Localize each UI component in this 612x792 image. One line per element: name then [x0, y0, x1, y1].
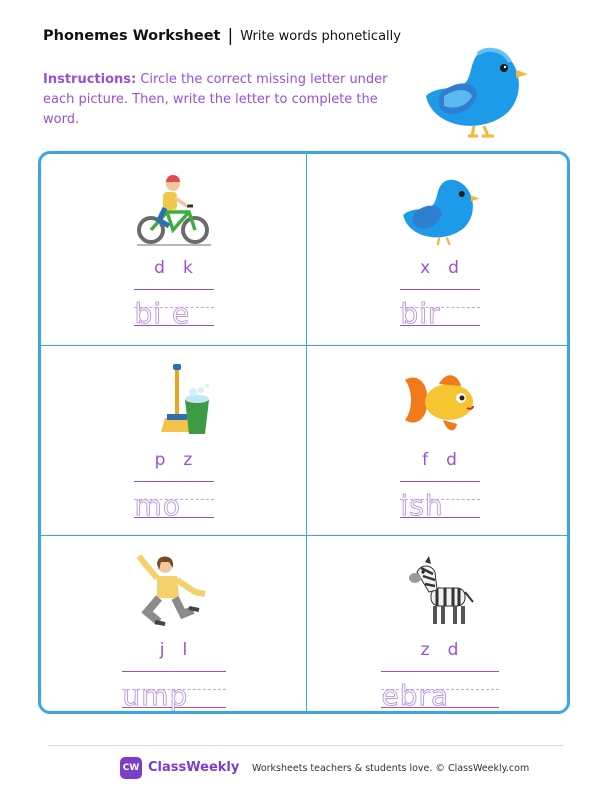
tracing-line[interactable] [381, 671, 499, 711]
footer-divider [48, 745, 564, 746]
exercise-cell [307, 536, 570, 714]
goldfish-icon [395, 362, 485, 440]
zebra-icon [395, 552, 485, 630]
letter-choice[interactable]: p [154, 450, 166, 470]
instructions-label: Instructions: [43, 72, 137, 87]
footer [0, 757, 612, 781]
letter-choices [307, 640, 570, 660]
letter-choice[interactable]: d [154, 258, 165, 278]
jumping-person-icon [129, 552, 219, 630]
instructions [43, 70, 403, 130]
letter-choice[interactable]: f [422, 450, 429, 470]
trace-word: bir [400, 297, 441, 330]
brand-name: ClassWeekly [148, 760, 240, 775]
letter-choice[interactable]: z [183, 450, 193, 470]
letter-choices [41, 258, 306, 278]
tracing-line[interactable] [400, 481, 480, 521]
worksheet-header [43, 28, 401, 44]
trace-word: ish [400, 489, 444, 522]
mop-bucket-icon [129, 362, 219, 440]
letter-choice[interactable]: j [159, 640, 165, 660]
bluebird-icon [395, 170, 485, 248]
letter-choices [41, 450, 306, 470]
letter-choice[interactable]: x [420, 258, 431, 278]
exercise-cell [41, 536, 306, 714]
letter-choices [41, 640, 306, 660]
bluebird-icon [418, 36, 532, 140]
trace-word: ump [122, 679, 189, 712]
title-separator: | [227, 26, 234, 46]
letter-choice[interactable]: d [447, 640, 459, 660]
worksheet-subtitle: Write words phonetically [240, 28, 401, 44]
cyclist-icon [129, 170, 219, 248]
letter-choice[interactable]: z [420, 640, 430, 660]
tracing-line[interactable] [134, 289, 214, 329]
trace-word: mo [134, 489, 181, 522]
worksheet-grid [38, 151, 570, 714]
tracing-line[interactable] [134, 481, 214, 521]
letter-choices [307, 258, 570, 278]
letter-choice[interactable]: k [182, 258, 193, 278]
instructions-text: Circle the correct missing letter under each picture. Then, write the letter to complete the word. [43, 72, 388, 127]
tracing-line[interactable] [400, 289, 480, 329]
exercise-cell [307, 346, 570, 536]
tracing-line[interactable] [122, 671, 226, 711]
letter-choice[interactable]: l [182, 640, 188, 660]
letter-choice[interactable]: d [446, 450, 457, 470]
worksheet-title: Phonemes Worksheet [43, 28, 221, 44]
trace-word: bi e [134, 297, 191, 330]
letter-choice[interactable]: d [448, 258, 459, 278]
exercise-cell [41, 154, 306, 344]
footer-tagline: Worksheets teachers & students love. © ClassWeekly.com [252, 763, 530, 774]
classweekly-logo-icon: CW [120, 757, 142, 779]
trace-word: ebra [381, 679, 450, 712]
letter-choices [307, 450, 570, 470]
exercise-cell [307, 154, 570, 344]
exercise-cell [41, 346, 306, 536]
